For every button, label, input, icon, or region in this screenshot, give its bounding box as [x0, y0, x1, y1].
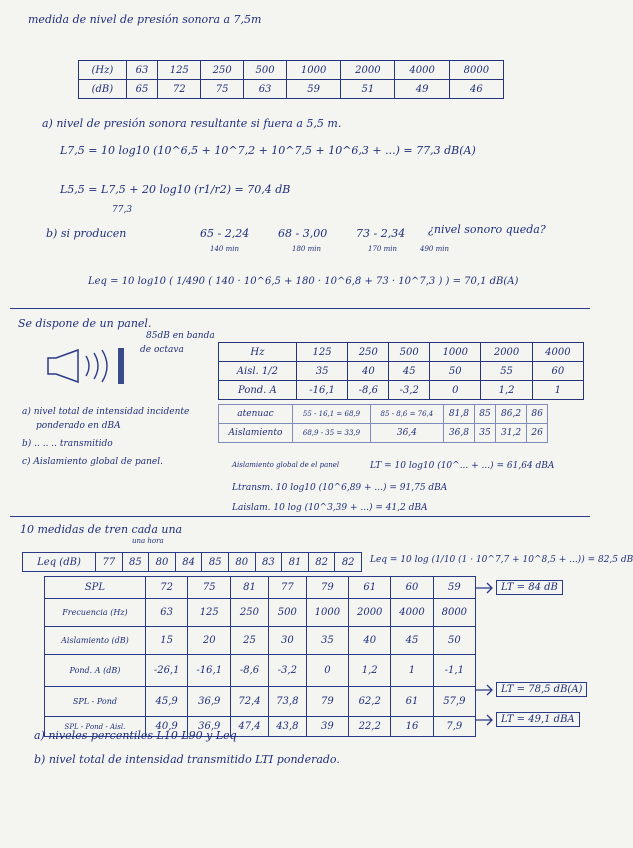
cell: 46	[449, 80, 503, 99]
cell: 45,9	[145, 687, 188, 717]
cell: 50	[430, 362, 481, 381]
s2-note: 85dB en banda	[146, 331, 215, 341]
speaker-panel-icon	[44, 346, 134, 386]
s2-table-row	[219, 381, 584, 400]
s2-table-row	[219, 362, 584, 381]
s3-result-box: LT = 49,1 dBA	[496, 712, 580, 727]
cell: 39	[306, 717, 348, 737]
s1-table-row	[79, 61, 504, 80]
cell: 60	[532, 362, 583, 381]
cell: 50	[433, 627, 475, 655]
cell: 1	[532, 381, 583, 400]
cell: 40	[349, 627, 391, 655]
cell: 31,2	[495, 424, 526, 443]
cell: 75	[201, 80, 244, 99]
cell: 85 - 8,6 = 76,4	[371, 405, 444, 424]
s2-question-b: b) .. .. .. transmitido	[22, 439, 113, 449]
cell: Pond. A	[219, 381, 297, 400]
cell: 4000	[532, 343, 583, 362]
cell: 1	[391, 655, 433, 687]
arrows-icon	[474, 578, 496, 728]
s2-result-global: LT = 10 log10 (10^... + ...) = 61,64 dBA	[370, 461, 555, 471]
cell: Aislamiento (dB)	[45, 627, 146, 655]
cell: (dB)	[79, 80, 127, 99]
cell: 85	[202, 553, 229, 572]
cell: Hz	[219, 343, 297, 362]
cell: Aislamiento	[219, 424, 293, 443]
cell: Frecuencia (Hz)	[45, 599, 146, 627]
cell: SPL - Pond - Aisl.	[45, 717, 146, 737]
cell: 500	[268, 599, 306, 627]
cell: 250	[231, 599, 269, 627]
section-divider	[10, 516, 590, 517]
s2-calc-table	[218, 404, 548, 443]
cell: 500	[389, 343, 430, 362]
s1-b-time: 140 min	[210, 245, 239, 253]
s3-table-row	[45, 577, 476, 599]
s3-leq-formula: Leq = 10 log (1/10 (1 · 10^7,7 + 10^8,5 + ...)) = 82,5 dB	[370, 555, 633, 565]
s2-question-c: c) Aislamiento global de panel.	[22, 457, 163, 467]
cell: 40	[348, 362, 389, 381]
cell: 16	[391, 717, 433, 737]
cell: Aisl. 1/2	[219, 362, 297, 381]
s1-b-time: 490 min	[420, 245, 449, 253]
cell: -8,6	[348, 381, 389, 400]
cell: Pond. A (dB)	[45, 655, 146, 687]
cell: 49	[395, 80, 449, 99]
cell: 47,4	[231, 717, 269, 737]
cell: 55	[481, 362, 532, 381]
s3-leq-table	[22, 552, 362, 572]
cell: 80	[149, 553, 176, 572]
s2-result-insulation: Laislam. 10 log (10^3,39 + ...) = 41,2 dBA	[232, 503, 428, 513]
cell: 1000	[430, 343, 481, 362]
cell: 63	[145, 599, 188, 627]
s2-note: de octava	[140, 345, 184, 355]
cell: 81,8	[443, 405, 474, 424]
cell: 36,9	[188, 687, 231, 717]
cell: 20	[188, 627, 231, 655]
cell: 2000	[341, 61, 395, 80]
cell: 1000	[306, 599, 348, 627]
cell: 36,9	[188, 717, 231, 737]
cell: 4000	[391, 599, 433, 627]
cell: 40,9	[145, 717, 188, 737]
cell: 2000	[481, 343, 532, 362]
s2-question-a: a) nivel total de intensidad incidente	[22, 407, 190, 417]
s2-calc-row	[219, 424, 548, 443]
s2-result-label: Aislamiento global de el panel	[232, 461, 340, 469]
cell: 81	[231, 577, 269, 599]
s1-equation-3: Leq = 10 log10 ( 1/490 ( 140 · 10^6,5 + 180 · 10^6,8 + 73 · 10^7,3 ) ) = 70,1 dB(A)	[88, 276, 519, 287]
cell: 80	[229, 553, 256, 572]
s1-b-value: 68 - 3,00	[278, 227, 328, 240]
s2-table-row	[219, 343, 584, 362]
cell: 43,8	[268, 717, 306, 737]
cell: 77	[268, 577, 306, 599]
cell: atenuac	[219, 405, 293, 424]
s3-table	[44, 576, 476, 737]
cell: SPL - Pond	[45, 687, 146, 717]
cell: 82	[335, 553, 362, 572]
cell: 22,2	[349, 717, 391, 737]
s3-table-row	[45, 655, 476, 687]
cell: 1,2	[481, 381, 532, 400]
s3-title-cont: una hora	[132, 537, 164, 545]
s1-equation-2-note: 77,3	[112, 205, 133, 215]
s3-title: 10 medidas de tren cada una	[20, 523, 183, 536]
cell: 35	[306, 627, 348, 655]
cell: 8000	[433, 599, 475, 627]
cell: 79	[306, 577, 348, 599]
cell: 79	[306, 687, 348, 717]
cell: 7,9	[433, 717, 475, 737]
cell: 125	[296, 343, 348, 362]
cell: 0	[430, 381, 481, 400]
cell: SPL	[45, 577, 146, 599]
cell: 0	[306, 655, 348, 687]
s2-table	[218, 342, 584, 400]
cell: 250	[348, 343, 389, 362]
cell: 57,9	[433, 687, 475, 717]
cell: -16,1	[296, 381, 348, 400]
cell: 26	[527, 424, 548, 443]
cell: 72,4	[231, 687, 269, 717]
s3-table-row	[45, 599, 476, 627]
cell: 82	[308, 553, 335, 572]
s2-calc-row	[219, 405, 548, 424]
cell: 65	[126, 80, 158, 99]
cell: -26,1	[145, 655, 188, 687]
cell: 68,9 - 35 = 33,9	[292, 424, 370, 443]
cell: 500	[244, 61, 287, 80]
cell: 45	[389, 362, 430, 381]
cell: 60	[391, 577, 433, 599]
s3-result-box: LT = 78,5 dB(A)	[496, 682, 587, 697]
s3-question-a: a) niveles percentiles L10 L90 y Leq	[34, 729, 237, 742]
cell: 45	[391, 627, 433, 655]
cell: 75	[188, 577, 231, 599]
section-divider	[10, 308, 590, 309]
cell: 125	[188, 599, 231, 627]
cell: 2000	[349, 599, 391, 627]
s2-question-a-cont: ponderado en dBA	[36, 421, 121, 431]
cell: 250	[201, 61, 244, 80]
s3-table-row	[45, 687, 476, 717]
cell: 72	[158, 80, 201, 99]
cell: 86	[527, 405, 548, 424]
cell: 86,2	[495, 405, 526, 424]
cell: 55 - 16,1 = 68,9	[292, 405, 370, 424]
cell: 85	[475, 405, 496, 424]
cell: 35	[475, 424, 496, 443]
cell: 72	[145, 577, 188, 599]
cell: -8,6	[231, 655, 269, 687]
s1-b-value: 73 - 2,34	[356, 227, 406, 240]
cell: 61	[391, 687, 433, 717]
s1-b-question: ¿nivel sonoro queda?	[428, 223, 546, 236]
cell: 63	[126, 61, 158, 80]
cell: 1000	[287, 61, 341, 80]
s2-result-transmitted: Ltransm. 10 log10 (10^6,89 + ...) = 91,75 dBA	[232, 483, 448, 493]
cell: 51	[341, 80, 395, 99]
cell: 35	[296, 362, 348, 381]
s1-b-time: 170 min	[368, 245, 397, 253]
cell: 81	[282, 553, 309, 572]
cell: -1,1	[433, 655, 475, 687]
cell: 62,2	[349, 687, 391, 717]
cell: 77	[96, 553, 123, 572]
cell: Leq (dB)	[23, 553, 96, 572]
cell: 1,2	[349, 655, 391, 687]
s1-b-value: 65 - 2,24	[200, 227, 250, 240]
cell: -3,2	[389, 381, 430, 400]
s1-table-row	[79, 80, 504, 99]
cell: 59	[433, 577, 475, 599]
s1-question-b: b) si producen	[46, 227, 127, 240]
s1-title: medida de nivel de presión sonora a 7,5m	[28, 13, 262, 26]
s3-leq-row	[23, 553, 362, 572]
cell: 61	[349, 577, 391, 599]
s1-equation-1: L7,5 = 10 log10 (10^6,5 + 10^7,2 + 10^7,5 + 10^6,3 + ...) = 77,3 dB(A)	[60, 144, 476, 157]
s1-table	[78, 60, 504, 99]
cell: 85	[122, 553, 149, 572]
s1-equation-2: L5,5 = L7,5 + 20 log10 (r1/r2) = 70,4 dB	[60, 183, 291, 196]
s3-question-b: b) nivel total de intensidad transmitido LTI ponderado.	[34, 753, 340, 766]
cell: 25	[231, 627, 269, 655]
cell: 36,4	[371, 424, 444, 443]
cell: 125	[158, 61, 201, 80]
cell: 84	[175, 553, 202, 572]
cell: -3,2	[268, 655, 306, 687]
cell: 63	[244, 80, 287, 99]
cell: 59	[287, 80, 341, 99]
cell: (Hz)	[79, 61, 127, 80]
cell: 83	[255, 553, 282, 572]
cell: 73,8	[268, 687, 306, 717]
cell: 15	[145, 627, 188, 655]
cell: 36,8	[443, 424, 474, 443]
s1-question-a: a) nivel de presión sonora resultante si fuera a 5,5 m.	[42, 117, 342, 130]
cell: 8000	[449, 61, 503, 80]
s3-table-row	[45, 627, 476, 655]
cell: -16,1	[188, 655, 231, 687]
cell: 4000	[395, 61, 449, 80]
s3-result-box: LT = 84 dB	[496, 580, 563, 595]
s2-title: Se dispone de un panel.	[18, 317, 152, 330]
cell: 30	[268, 627, 306, 655]
s1-b-time: 180 min	[292, 245, 321, 253]
